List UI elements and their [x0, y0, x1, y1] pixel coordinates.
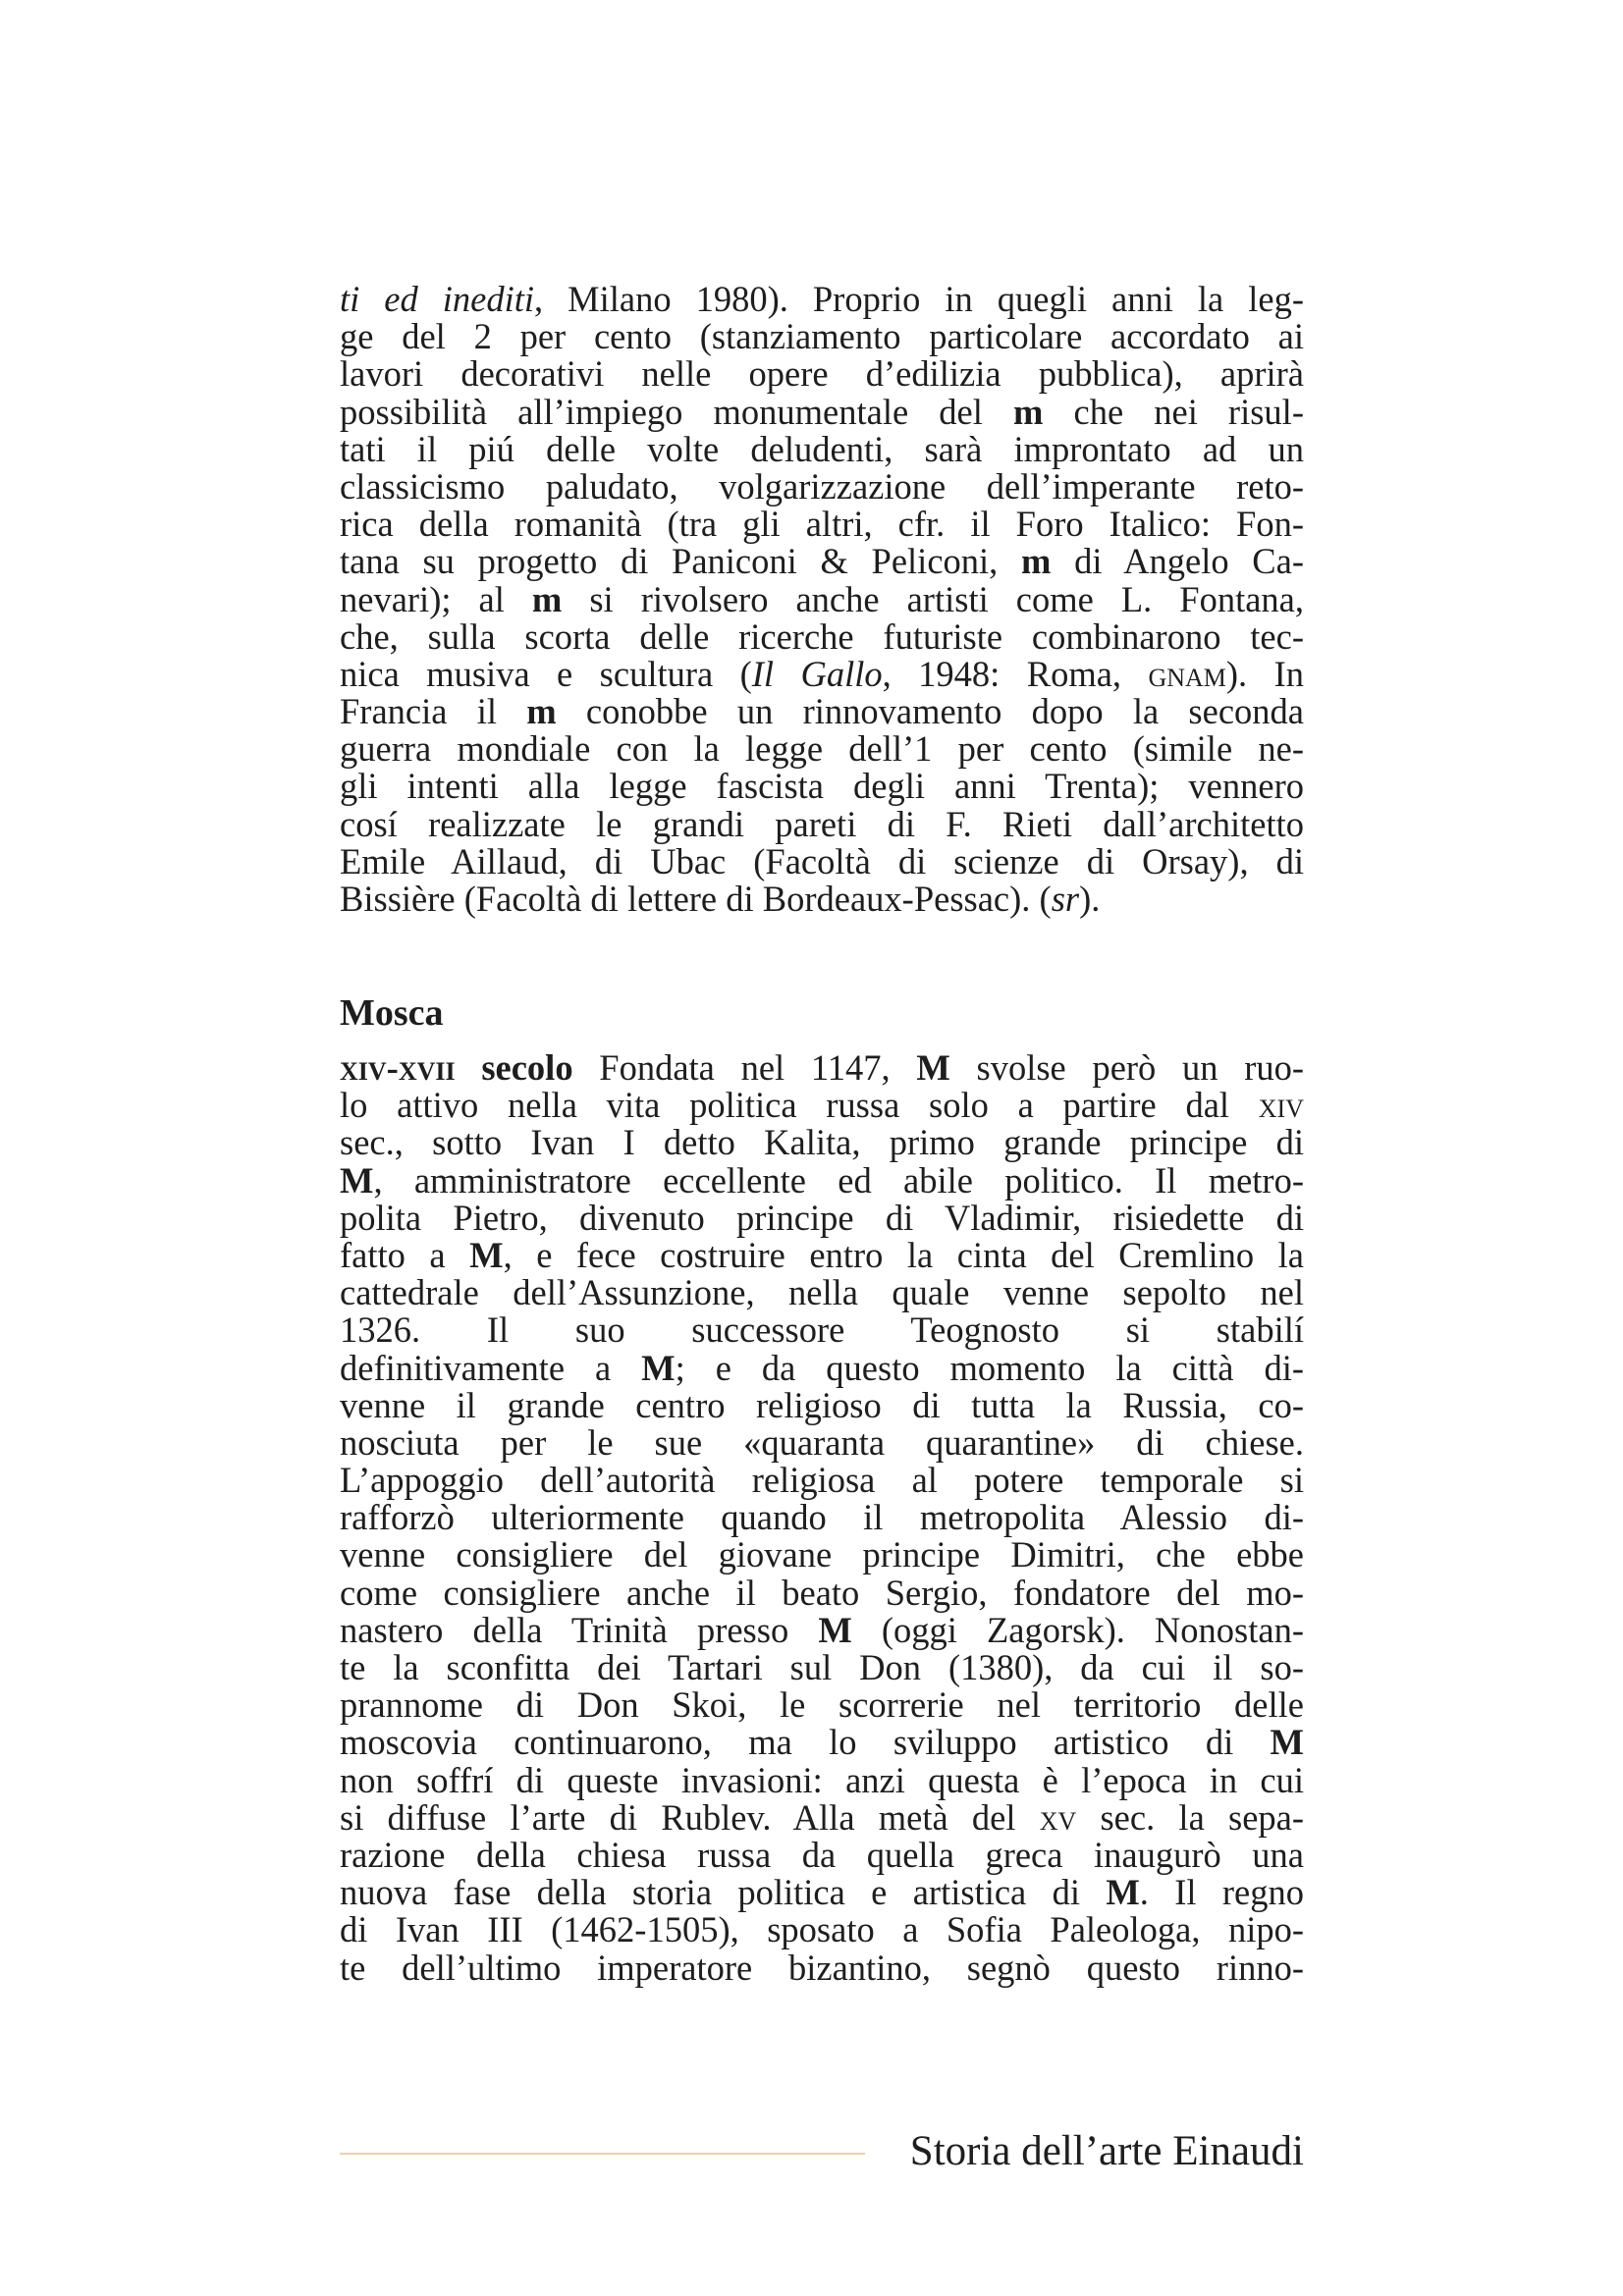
footer-book-title: Storia dell’arte Einaudi: [909, 2128, 1304, 2174]
text-line: razione della chiesa russa da quella greca inaugurò una: [340, 1834, 1304, 1875]
text-run: svolse però un ruo-: [949, 1047, 1305, 1088]
abbreviation-m: m: [531, 578, 563, 619]
text-run: , 1948: Roma,: [882, 653, 1149, 694]
body-text-continued: [340, 281, 1304, 918]
text-line: [340, 1347, 1304, 1388]
text-line: cosí realizzate le grandi pareti di F. Rieti dall’architetto: [340, 803, 1304, 844]
text-line: [340, 391, 1304, 432]
text-run: possibilità all’impiego monumentale del: [340, 391, 1013, 432]
text-line: cattedrale dell’Assunzione, nella quale venne sepolto nel: [340, 1272, 1304, 1313]
text-run: , e fece costruire entro la cinta del Cremlino la: [503, 1234, 1304, 1275]
text-run: nuova fase della storia politica e artistica di: [340, 1872, 1107, 1913]
abbreviation-M: M: [916, 1047, 950, 1088]
text-line: non soffrí di queste invasioni: anzi questa è l’epoca in cui: [340, 1759, 1304, 1800]
text-run: definitivamente a: [340, 1347, 642, 1388]
section-century: xiv-xvii: [340, 1047, 456, 1088]
text-run: Bissière (Facoltà di lettere di Bordeaux-Pessac). (: [340, 879, 1052, 919]
abbreviation-m: m: [1020, 541, 1052, 582]
text-line: venne consigliere del giovane principe Dimitri, che ebbe: [340, 1534, 1304, 1575]
text-line: [340, 1874, 1304, 1911]
text-line: [340, 543, 1304, 580]
text-line: [340, 1049, 1304, 1087]
text-line: L’appoggio dell’autorità religiosa al potere temporale si: [340, 1460, 1304, 1501]
text-line: [340, 881, 1304, 918]
text-line: lavori decorativi nelle opere d’edilizia pubblica), aprirà: [340, 353, 1304, 395]
text-line: ge del 2 per cento (stanziamento particolare accordato ai: [340, 316, 1304, 357]
text-line: [340, 1796, 1304, 1838]
text-line: rica della romanità (tra gli altri, cfr. il Foro Italico: Fon-: [340, 504, 1304, 545]
text-line: te dell’ultimo imperatore bizantino, segnò questo rinno-: [340, 1947, 1304, 1988]
text-line: di Ivan III (1462-1505), sposato a Sofia Paleologa, nipo-: [340, 1909, 1304, 1950]
text-run: nevari); al: [340, 578, 532, 619]
text-line: venne il grande centro religioso di tutta la Russia, co-: [340, 1384, 1304, 1425]
small-caps-numeral: xv: [1039, 1796, 1077, 1838]
text-run: ; e da questo momento la città di-: [675, 1347, 1304, 1388]
text-line: gli intenti alla legge fascista degli anni Trenta); vennero: [340, 766, 1304, 807]
text-run: nastero della Trinità presso: [340, 1609, 819, 1650]
text-line: [340, 1159, 1304, 1201]
author-initials: sr: [1051, 879, 1080, 919]
text-run: , amministratore eccellente ed abile politico. Il metro-: [373, 1159, 1304, 1201]
text-line: nosciuta per le sue «quaranta quarantine» di chiese.: [340, 1421, 1304, 1463]
abbreviation-M: M: [1106, 1872, 1140, 1913]
text-run: , Milano 1980). Proprio in quegli anni la leg-: [534, 279, 1304, 319]
text-line: classicismo paludato, volgarizzazione dell’imperante reto-: [340, 465, 1304, 507]
text-run: moscovia continuarono, ma lo sviluppo artistico di: [340, 1722, 1271, 1763]
text-line: sec., sotto Ivan I detto Kalita, primo grande principe di: [340, 1122, 1304, 1163]
italic-title: Il Gallo: [751, 653, 883, 694]
abbreviation-M: M: [340, 1159, 374, 1201]
text-run: sec. la sepa-: [1076, 1796, 1304, 1838]
text-line: [340, 1609, 1304, 1650]
text-run: ).: [1079, 879, 1101, 919]
text-run: si rivolsero anche artisti come L. Fontana,: [562, 578, 1304, 619]
footer-divider: [340, 2153, 865, 2155]
text-run: che nei risul-: [1043, 391, 1304, 432]
text-run: conobbe un rinnovamento dopo la seconda: [556, 691, 1304, 732]
text-line: te la sconfitta dei Tartari sul Don (1380), da cui il so-: [340, 1647, 1304, 1687]
text-line: [340, 1087, 1304, 1124]
text-line: [340, 281, 1304, 318]
small-caps-abbr: gnam: [1148, 653, 1226, 694]
text-run: ). In: [1225, 653, 1305, 694]
text-line: guerra mondiale con la legge dell’1 per cento (simile ne-: [340, 728, 1304, 770]
abbreviation-m: m: [526, 691, 557, 732]
italic-title: ti ed inediti: [340, 279, 535, 319]
abbreviation-M: M: [641, 1347, 676, 1388]
text-run: si diffuse l’arte di Rublev. Alla metà del: [340, 1796, 1040, 1838]
text-line: prannome di Don Skoi, le scorrerie nel territorio delle: [340, 1684, 1304, 1726]
text-run: lo attivo nella vita politica russa solo a partire dal: [340, 1085, 1259, 1126]
text-run: di Angelo Ca-: [1051, 541, 1304, 582]
abbreviation-M: M: [818, 1609, 852, 1650]
text-line: come consigliere anche il beato Sergio, fondatore del mo-: [340, 1572, 1304, 1613]
text-line: Emile Aillaud, di Ubac (Facoltà di scienze di Orsay), di: [340, 840, 1304, 881]
text-run: tana su progetto di Paniconi & Peliconi,: [340, 541, 1021, 582]
text-line: rafforzò ulteriormente quando il metropolita Alessio di-: [340, 1497, 1304, 1538]
small-caps-numeral: xiv: [1258, 1085, 1304, 1126]
entry-heading: Mosca: [340, 992, 444, 1034]
section-label: secolo: [455, 1047, 573, 1088]
text-run: . Il regno: [1139, 1872, 1304, 1913]
abbreviation-M: M: [1270, 1722, 1304, 1763]
abbreviation-M: M: [469, 1234, 504, 1275]
text-line: [340, 653, 1305, 694]
text-line: polita Pietro, divenuto principe di Vladimir, risiedette di: [340, 1197, 1304, 1238]
text-line: tati il piú delle volte deludenti, sarà improntato ad un: [340, 428, 1304, 469]
text-run: Francia il: [340, 691, 527, 732]
text-line: [340, 1724, 1304, 1761]
text-line: 1326. Il suo successore Teognosto si stabilí: [340, 1309, 1304, 1351]
text-run: nica musiva e scultura (: [340, 653, 752, 694]
text-line: [340, 578, 1304, 619]
text-run: Fondata nel 1147,: [572, 1047, 917, 1088]
text-line: [340, 1234, 1304, 1275]
text-line: che, sulla scorta delle ricerche futuriste combinarono tec-: [340, 615, 1304, 657]
text-line: [340, 693, 1304, 730]
text-run: (oggi Zagorsk). Nonostan-: [851, 1609, 1304, 1650]
entry-body: [340, 1049, 1304, 1987]
text-run: fatto a: [340, 1234, 470, 1275]
abbreviation-m: m: [1012, 391, 1044, 432]
